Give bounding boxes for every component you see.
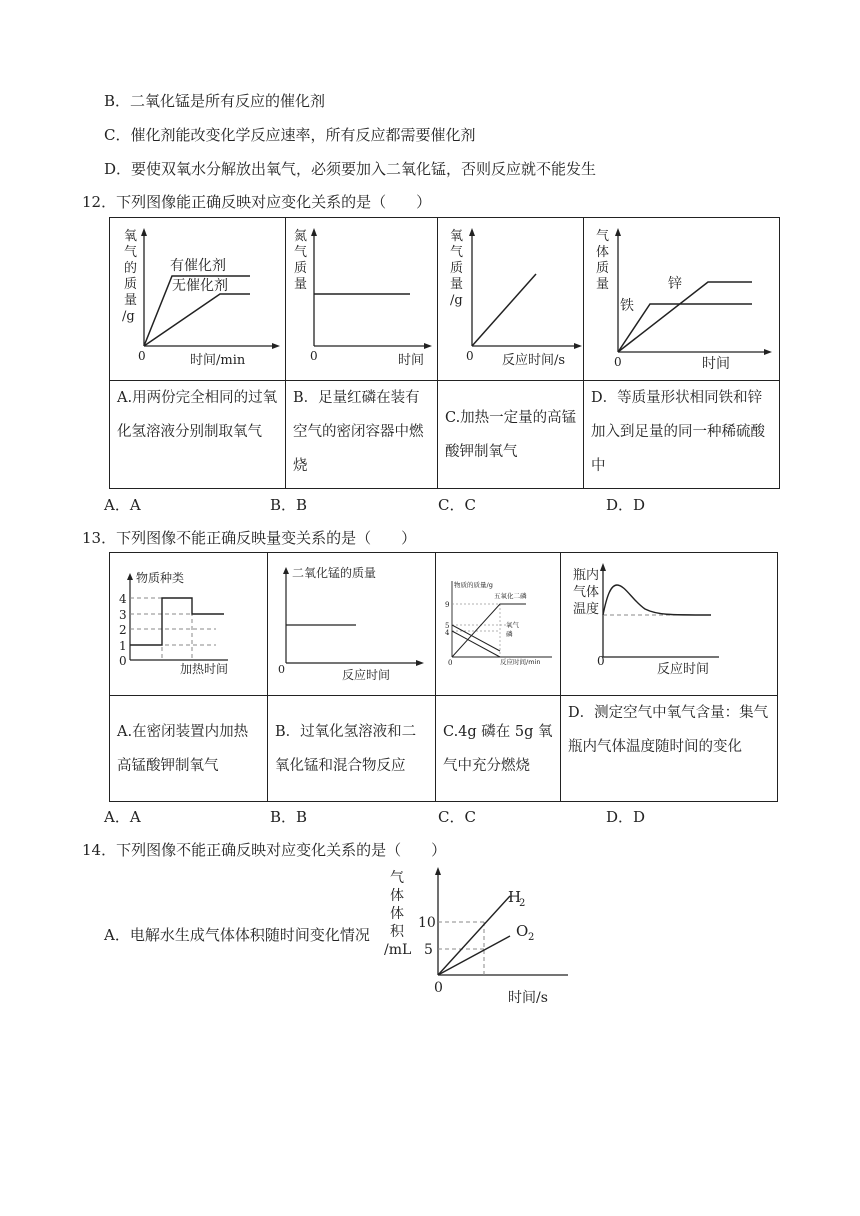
q12-graph-d [584, 218, 780, 381]
svg-text:3: 3 [119, 608, 127, 622]
q14-option-a[interactable]: A．电解水生成气体体积随时间变化情况 [104, 926, 370, 944]
svg-text:量: 量 [450, 277, 464, 292]
svg-text:/g: /g [122, 309, 135, 324]
svg-text:0: 0 [119, 654, 127, 668]
svg-text:二氧化锰的质量: 二氧化锰的质量 [292, 566, 377, 580]
svg-text:物质的质量/g: 物质的质量/g [454, 581, 493, 589]
svg-text:温度: 温度 [573, 602, 600, 617]
svg-text:质: 质 [294, 261, 308, 276]
q14-graph-a [378, 860, 578, 1010]
svg-text:时间/s: 时间/s [508, 990, 548, 1006]
q13-graph-a [110, 553, 268, 696]
svg-text:H: H [508, 888, 522, 906]
q12-caption-d: D．等质量形状相同铁和锌加入到足量的同一种稀硫酸中 [584, 381, 780, 489]
svg-text:反应时间: 反应时间 [657, 662, 710, 677]
svg-text:氮: 氮 [294, 229, 308, 244]
q13-graph-b [268, 553, 436, 696]
q12-choice-d[interactable]: D．D [606, 496, 646, 514]
q13-caption-a: A.在密闭装置内加热高锰酸钾制氧气 [110, 696, 268, 802]
svg-text:5: 5 [445, 622, 450, 630]
svg-text:反应时间/min: 反应时间/min [500, 658, 541, 666]
svg-text:加热时间: 加热时间 [180, 662, 229, 676]
svg-text:4: 4 [119, 592, 127, 606]
svg-text:0: 0 [138, 349, 146, 363]
svg-text:O: O [516, 922, 529, 940]
svg-text:五氧化二磷: 五氧化二磷 [494, 592, 527, 600]
svg-text:质: 质 [124, 277, 138, 292]
svg-text:气: 气 [294, 245, 308, 260]
svg-text:0: 0 [597, 654, 605, 668]
q11-option-c: C．催化剂能改变化学反应速率，所有反应都需要催化剂 [104, 126, 476, 144]
svg-text:量: 量 [596, 277, 610, 292]
svg-text:物质种类: 物质种类 [136, 571, 185, 585]
svg-text:气: 气 [124, 245, 138, 260]
q13-graph-d [561, 553, 778, 696]
svg-text:锌: 锌 [668, 276, 682, 292]
svg-text:量: 量 [294, 277, 308, 292]
q12-caption-c: C.加热一定量的高锰酸钾制氧气 [438, 381, 584, 489]
svg-text:0: 0 [466, 349, 474, 363]
q13-caption-b: B．过氧化氢溶液和二氧化锰和混合物反应 [268, 696, 436, 802]
q13-choice-a[interactable]: A．A [104, 808, 141, 826]
svg-text:10: 10 [418, 915, 436, 931]
svg-text:体: 体 [390, 888, 404, 904]
q12-graph-b [286, 218, 438, 381]
svg-text:质: 质 [596, 261, 610, 276]
svg-text:2: 2 [519, 898, 526, 909]
q12-caption-a: A.用两份完全相同的过氧化氢溶液分别制取氧气 [110, 381, 286, 489]
q12-stem: 12．下列图像能正确反映对应变化关系的是（ ） [82, 193, 432, 211]
svg-text:氧: 氧 [124, 229, 138, 244]
svg-text:2: 2 [119, 623, 127, 637]
svg-text:/g: /g [450, 293, 463, 308]
svg-text:氧: 氧 [450, 229, 464, 244]
svg-text:0: 0 [310, 349, 318, 363]
svg-text:无催化剂: 无催化剂 [172, 278, 228, 294]
q13-figure-table [109, 552, 778, 802]
svg-text:气体: 气体 [573, 585, 600, 600]
q13-caption-d: D．测定空气中氧气含量：集气瓶内气体温度随时间的变化 [561, 696, 778, 802]
q11-option-b: B．二氧化锰是所有反应的催化剂 [104, 92, 326, 110]
q13-graph-c [436, 553, 561, 696]
q14-stem: 14．下列图像不能正确反映对应变化关系的是（ ） [82, 841, 447, 859]
svg-text:磷: 磷 [506, 630, 513, 638]
q13-choice-d[interactable]: D．D [606, 808, 646, 826]
svg-text:体: 体 [390, 906, 404, 922]
svg-text:反应时间/s: 反应时间/s [502, 353, 566, 368]
q13-caption-c: C.4g 磷在 5g 氧气中充分燃烧 [436, 696, 561, 802]
svg-text:0: 0 [278, 663, 285, 676]
svg-text:的: 的 [124, 261, 138, 276]
svg-text:氧气: 氧气 [506, 621, 519, 629]
svg-text:2: 2 [528, 932, 535, 943]
svg-text:/mL: /mL [384, 942, 412, 958]
svg-text:4: 4 [445, 629, 450, 637]
svg-text:时间: 时间 [702, 356, 730, 372]
svg-text:体: 体 [596, 245, 610, 260]
q12-caption-b: B．足量红磷在装有空气的密闭容器中燃烧 [286, 381, 438, 489]
svg-text:量: 量 [124, 293, 138, 308]
q13-choice-c[interactable]: C．C [438, 808, 476, 826]
q13-stem: 13．下列图像不能正确反映量变关系的是（ ） [82, 529, 417, 547]
q12-choice-a[interactable]: A．A [104, 496, 141, 514]
q12-choice-c[interactable]: C．C [438, 496, 476, 514]
q12-choice-b[interactable]: B．B [270, 496, 308, 514]
svg-text:铁: 铁 [620, 298, 634, 314]
q13-choice-b[interactable]: B．B [270, 808, 308, 826]
svg-text:反应时间: 反应时间 [342, 668, 391, 682]
svg-text:气: 气 [596, 229, 610, 244]
q12-graph-c [438, 218, 584, 381]
svg-text:质: 质 [450, 261, 464, 276]
svg-text:气: 气 [390, 870, 404, 886]
q12-graph-a [110, 218, 286, 381]
svg-text:积: 积 [390, 924, 404, 940]
svg-text:有催化剂: 有催化剂 [170, 258, 226, 274]
svg-text:0: 0 [434, 980, 443, 996]
svg-text:5: 5 [424, 942, 433, 958]
svg-text:0: 0 [614, 355, 622, 369]
svg-text:瓶内: 瓶内 [573, 568, 600, 583]
svg-text:时间/min: 时间/min [190, 353, 246, 368]
svg-text:气: 气 [450, 245, 464, 260]
svg-text:1: 1 [119, 639, 127, 653]
svg-text:时间: 时间 [398, 353, 425, 368]
q12-figure-table [109, 217, 780, 489]
svg-text:0: 0 [448, 659, 453, 667]
q11-option-d: D．要使双氧水分解放出氧气，必须要加入二氧化锰，否则反应就不能发生 [104, 160, 597, 178]
svg-text:9: 9 [445, 601, 450, 609]
